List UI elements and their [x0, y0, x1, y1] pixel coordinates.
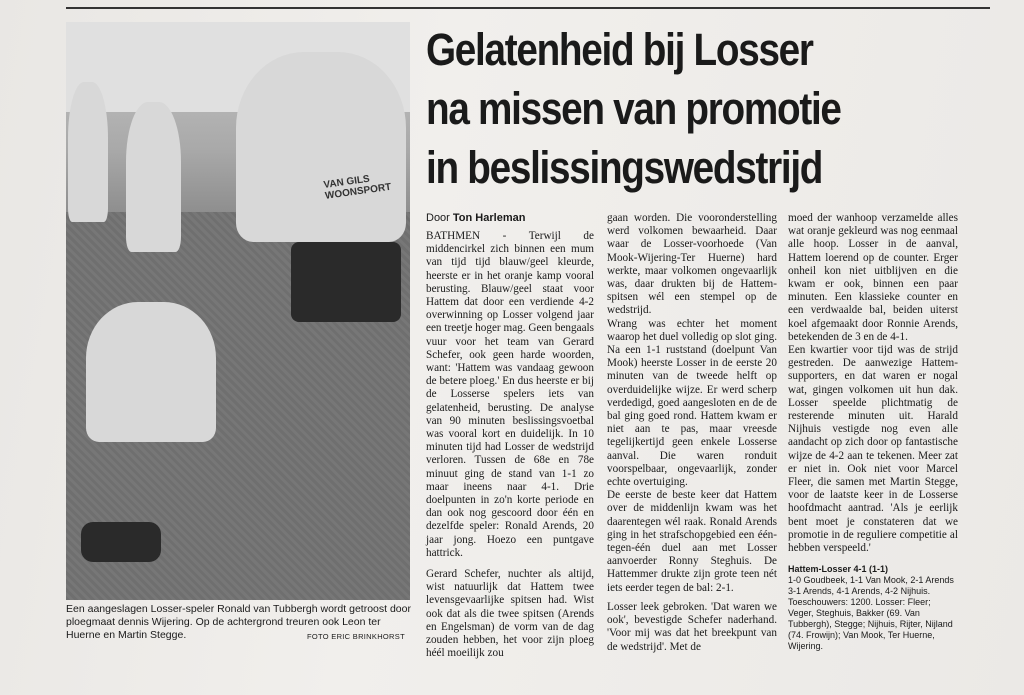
byline-prefix: Door	[426, 212, 450, 224]
player-walking	[126, 102, 181, 252]
column-2-paragraph: Losser leek gebroken. 'Dat waren we ook', bevestigde Schefer naderhand. 'Voor mij was dat het breekpunt van de wedstrijd'. Met de	[607, 600, 777, 653]
player-standing-left	[68, 82, 108, 222]
player-shorts	[291, 242, 401, 322]
match-result-title: Hattem-Losser 4-1 (1-1)	[788, 564, 889, 575]
top-rule	[66, 7, 990, 9]
photo-credit: FOTO ERIC BRINKHORST	[307, 632, 405, 641]
column-2-paragraph: gaan worden. Die vooronderstelling werd volkomen bewaarheid. Daar waar de Losser-voorhoede (Van Mook-Wijering-Ter Huerne) hard werkte, maar volkomen ongevaarlijk was, daar drukten bij de Hattem-spitsen wél een stempel op de wedstrijd.	[607, 212, 777, 317]
byline-author: Ton Harleman	[452, 212, 526, 224]
headline-line-1: Gelatenheid bij Losser	[426, 24, 813, 75]
column-1-paragraph: BATHMEN - Terwijl de middencirkel zich binnen een mum van tijd tijd blauw/geel kleurde, heerste er in het oranje kamp vooral berusting. Blauw/geel staat voor Hattem dat door een verdiende 4-2 overwinning op Losser volgend jaar een treetje hoger mag. Geen bengaals vuur voor het team van Gerard Schefer, ook geen harde woorden, want: 'Hattem was vandaag gewoon de betere ploeg.' En dus heerste er bij de Losserse spelers iets van gelatenheid, berusting. De analyse van 90 minuten beslissingsvoetbal was vooral kort en duidelijk. In 10 minuten tijd had Losser de wedstrijd verloren. Tussen de 68e en 78e minuut ging de stand van 1-1 zo maar ineens naar 4-1. Drie doelpunten in zo'n korte periode en dan ook nog gescoord door één en dezelfde speler: Ronald Arends, 20 jaar jong. Hoezo een puntgave hattrick.	[426, 230, 594, 559]
column-3-paragraph: Een kwartier voor tijd was de strijd gestreden. De aanwezige Hattem-supporters, en dat waren er nogal wat, gingen volkomen uit hun dak. Losser speelde plichtmatig de resterende minuten uit. Harald Nijhuis vestigde nog even alle aandacht op zich door op fantastische wijze de 4-2 aan te tekenen. Meer zat er niet in. Ook niet voor Marcel Fleer, die samen met Martin Stegge, voor de laatste keer in de Losserse hoofdmacht aantrad. 'Als je eerlijk bent moet je constateren dat we promotie in de reguliere competitie al hebben verspeeld.'	[788, 344, 958, 555]
column-1-paragraph: Gerard Schefer, nuchter als altijd, wist natuurlijk dat Hattem twee levensgevaarlijke spitsen had. Wist ook dat als die twee spitsen (Arends en Engelsman) de vorm van de dag zouden hebben, het voor zijn ploeg héél moeilijk zou	[426, 568, 594, 660]
byline	[426, 212, 594, 224]
player-boot	[81, 522, 161, 562]
jersey-sponsor: VAN GILS WOONSPORT	[322, 173, 392, 202]
column-2-paragraph: Wrang was echter het moment waarop het duel volledig op slot ging. Na een 1-1 ruststand (doelpunt Van Mook) heerste Losser in de eerste 20 minuten van de tweede helft op overduidelijke wijze. Er werd scherp verdedigd, goed aangesloten en de de bal ging goed rond. Hattem kwam er niet aan te pas, maar vreesde tegelijkertijd geen enkele Losserse aanval. Die waren ronduit voorspelbaar, ongevaarlijk, zonder echte overtuiging.	[607, 317, 777, 489]
headline-line-3: in beslissingswedstrijd	[426, 142, 823, 193]
headline	[426, 20, 908, 197]
match-result-details: 1-0 Goudbeek, 1-1 Van Mook, 2-1 Arends 3-1 Arends, 4-1 Arends, 4-2 Nijhuis. Toeschouwers: 1200. Losser: Fleer; Veger, Steghuis, Bakker (69. Van Tubbergh), Stegge; Nijhuis, Rijter, Nijland (74. Frowijn); Van Mook, Ter Huerne, Wijering.	[788, 575, 954, 652]
photo-caption: Een aangeslagen Losser-speler Ronald van Tubbergh wordt getroost door ploegmaat dennis Wijering. Op de achtergrond treuren ook Leon ter Huerne en Martin Stegge.	[66, 603, 411, 641]
article-column-1	[426, 212, 594, 661]
player-sitting	[86, 302, 216, 442]
article-column-3	[788, 212, 958, 652]
headline-line-2: na missen van promotie	[426, 83, 841, 134]
column-3-paragraph: moed der wanhoop verzamelde alles wat oranje gekleurd was nog eenmaal alle hoop. Losser in de aanval, Hattem loerend op de counter. Erger onheil kon niet uitblijven en die kwam er ook, binnen een paar minuten. Een klassieke counter en een verdwaalde bal, beiden uiterst koel afgemaakt door Ronnie Arends, betekenden de 3 en de 4-1.	[788, 212, 958, 343]
article-column-2	[607, 212, 777, 654]
column-2-paragraph: De eerste de beste keer dat Hattem over de middenlijn kwam was het daarentegen wél raak. Ronald Arends ging in het strafschopgebied een één-tegen-één duel aan met Losser aanvoerder Ronny Steghuis. De Hattemmer drukte zijn grote teen nét iets eerder tegen de bal: 2-1.	[607, 489, 777, 594]
match-photo	[66, 22, 410, 600]
player-consoling	[236, 52, 406, 242]
